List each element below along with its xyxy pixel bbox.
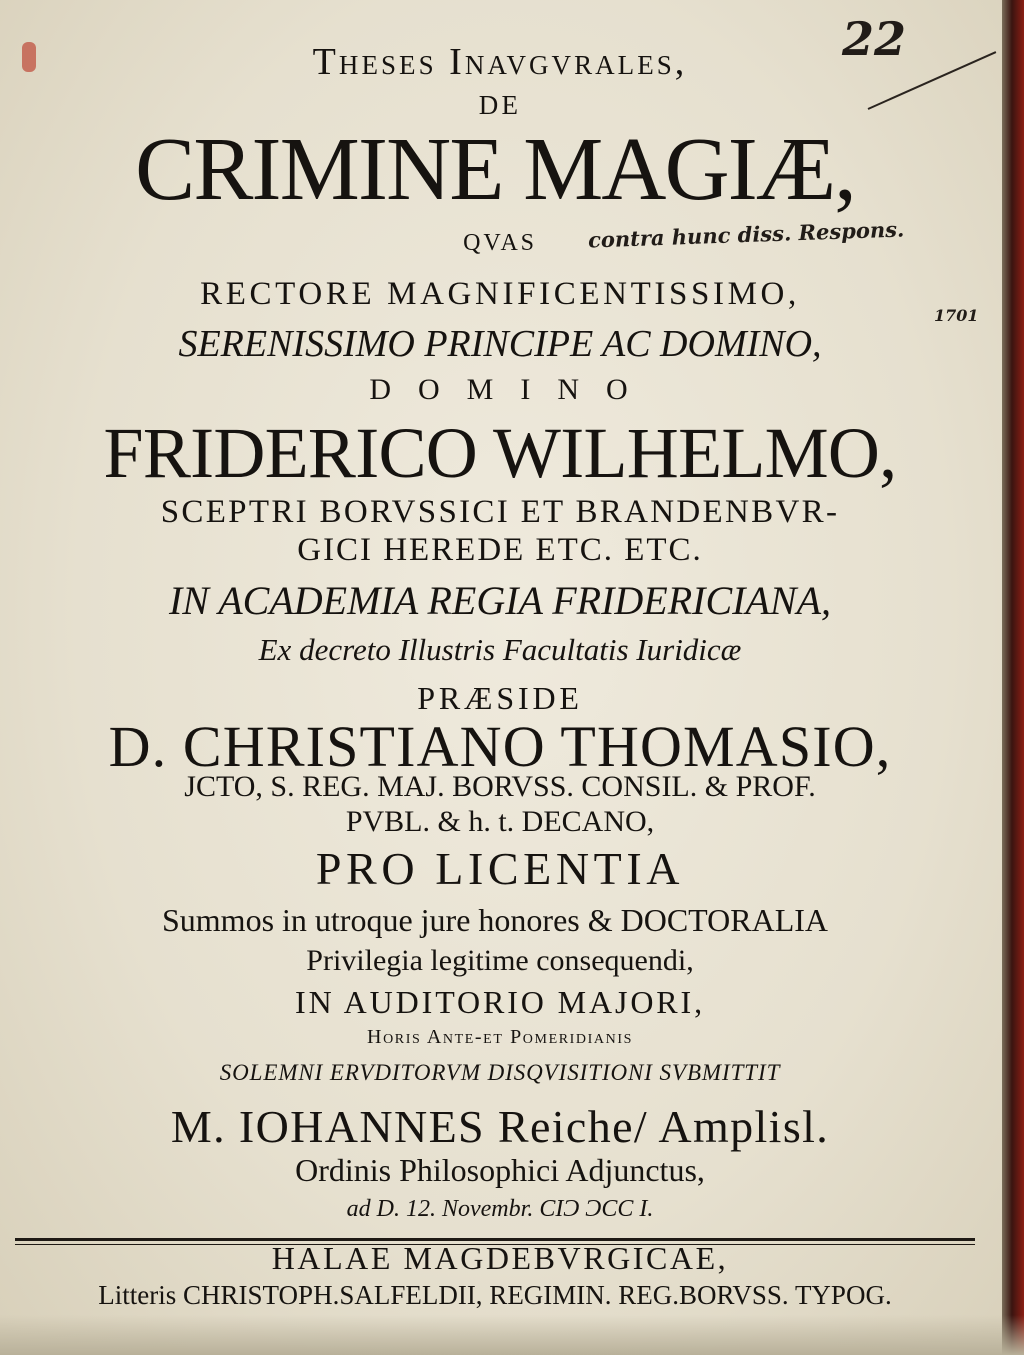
title-praeside: PRÆSIDE: [417, 680, 583, 716]
page-edge-shadow: [0, 1315, 1024, 1355]
page-edge-binding: [1002, 0, 1024, 1355]
title-date: ad D. 12. Novembr. CIϽ ϽCC I.: [346, 1196, 654, 1222]
title-jcto: JCTO, S. REG. MAJ. BORVSS. CONSIL. & PROF.: [184, 770, 816, 803]
title-quas: QVAS: [463, 230, 537, 256]
title-theses: Theses Inavgvrales,: [312, 41, 688, 83]
title-privilegia: Privilegia legitime consequendi,: [306, 944, 694, 977]
title-ordinis: Ordinis Philosophici Adjunctus,: [295, 1152, 705, 1188]
title-summos: Summos in utroque jure honores & DOCTORALIA: [161, 902, 829, 938]
handwritten-year: 1701: [934, 306, 979, 325]
handwritten-number: 22: [842, 12, 907, 66]
title-solemni: SOLEMNI ERVDITORVM DISQVISITIONI SVBMITTIT: [219, 1060, 781, 1085]
title-domino: DOMINO: [369, 373, 655, 406]
handwritten-note: contra hunc diss. Respons.: [587, 216, 905, 253]
title-de: DE: [478, 90, 522, 120]
imprint-printer: Litteris CHRISTOPH.SALFELDII, REGIMIN. REG.BORVSS. TYPOG.: [98, 1280, 892, 1310]
title-crimine-magiae: CRIMINE MAGIÆ,: [135, 120, 855, 219]
title-horis: Horis Ante-et Pomeridianis: [367, 1026, 633, 1048]
title-serenissimo: SERENISSIMO PRINCIPE AC DOMINO,: [178, 323, 822, 365]
title-pro-licentia: PRO LICENTIA: [315, 843, 685, 894]
title-sceptri: SCEPTRI BORVSSICI ET BRANDENBVR-: [160, 494, 840, 530]
title-academia: IN ACADEMIA REGIA FRIDERICIANA,: [168, 578, 832, 623]
title-publ: PVBL. & h. t. DECANO,: [345, 805, 655, 838]
title-friderico-wilhelmo: FRIDERICO WILHELMO,: [103, 413, 897, 493]
title-christiano-thomasio: D. CHRISTIANO THOMASIO,: [108, 714, 892, 779]
imprint-city: HALAE MAGDEBVRGICAE,: [271, 1240, 729, 1276]
title-rectore: RECTORE MAGNIFICENTISSIMO,: [200, 276, 800, 312]
title-johannes: M. IOHANNES Reiche/ Amplisl.: [170, 1101, 830, 1152]
title-gici: GICI HEREDE ETC. ETC.: [297, 532, 703, 568]
title-auditorio: IN AUDITORIO MAJORI,: [295, 984, 705, 1020]
title-decreto: Ex decreto Illustris Facultatis Iuridicæ: [258, 632, 742, 667]
